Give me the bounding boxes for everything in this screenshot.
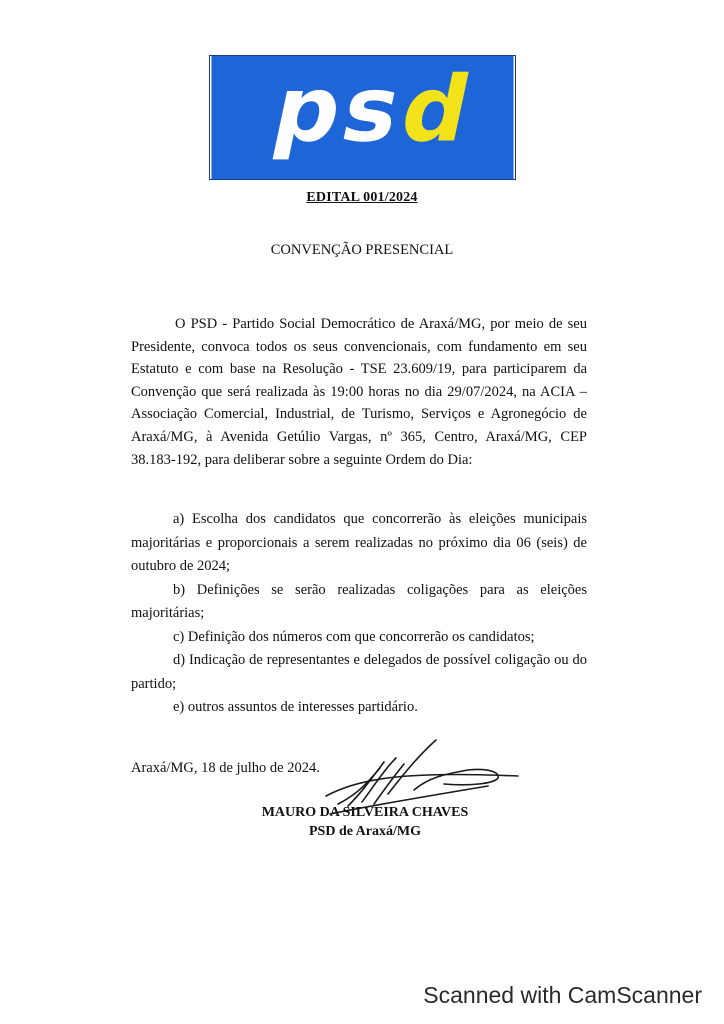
camscanner-watermark: Scanned with CamScanner (423, 982, 702, 1008)
agenda-item-b: b) Definições se serão realizadas coligações para as eleições majoritárias; (131, 581, 587, 621)
agenda-item-e: e) outros assuntos de interesses partidário. (173, 699, 418, 715)
signature-block (250, 803, 480, 841)
signer-organization: PSD de Araxá/MG (309, 824, 421, 839)
agenda-item-d: d) Indicação de representantes e delegados de possível coligação ou do partido; (131, 652, 587, 692)
agenda-item-a: a) Escolha dos candidatos que concorrerão às eleições municipais majoritárias e proporcionais a serem realizadas no próximo dia 06 (seis) de outubro de 2024; (131, 511, 587, 574)
document-subtitle: CONVENÇÃO PRESENCIAL (270, 242, 454, 258)
logo-letter-s: s (333, 56, 410, 163)
document-date: Araxá/MG, 18 de julho de 2024. (131, 760, 320, 776)
agenda-list (131, 508, 587, 720)
psd-logo (209, 55, 516, 180)
signer-name: MAURO DA SILVEIRA CHAVES (261, 805, 469, 820)
agenda-item-c: c) Definição dos números com que concorrerão os candidatos; (173, 628, 535, 645)
logo-letter-d: d (392, 56, 480, 163)
logo-letter-p: p (264, 56, 352, 163)
document-title: EDITAL 001/2024 (306, 190, 418, 205)
body-paragraph: O PSD - Partido Social Democrático de Araxá/MG, por meio de seu Presidente, convoca todos os seus convencionais, com fundamento em seu Estatuto e com base na Resolução - TSE 23.609/19, para participarem da Convenção que será realizada às 19:00 horas no dia 29/07/2024, na ACIA – Associação Comercial, Industrial, de Turismo, Serviços e Agronegócio de Araxá/MG, à Avenida Getúlio Vargas, nº 365, Centro, Araxá/MG, CEP 38.183-192, para deliberar sobre a seguinte Ordem do Dia: (131, 316, 587, 468)
